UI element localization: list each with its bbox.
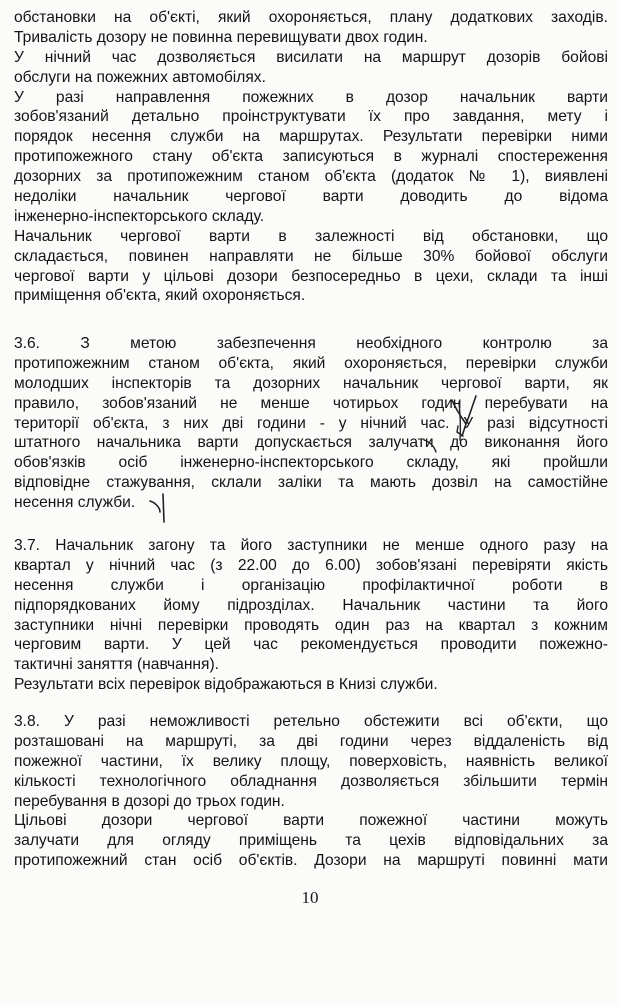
text-line: території об'єкта, з них дві години - у нічний час. У разі відсутності (14, 414, 608, 432)
text-line: відповідне стажування, склали заліки та мають дозвіл на самостійне (14, 474, 608, 492)
text-line: протипожежним станом об'єкта, який охороняється, перевірки служби (14, 354, 608, 372)
text-line: перебування в дозорі до трьох годин. (14, 792, 285, 810)
text-line: недоліки начальник чергової варти доводить до відома (14, 188, 608, 206)
text-line: кількості технологічного обладнання дозволяється збільшити термін (14, 772, 608, 790)
text-line: У разі направлення пожежних в дозор начальник варти (14, 88, 608, 106)
text-line: обов'язків осіб інженерно-інспекторського складу, які пройшли (14, 454, 608, 472)
text-line: зобов'язаний детально проінструктувати їх про завдання, мету і (14, 108, 608, 126)
text-line: підпорядкованих йому підрозділах. Начальник частини та його (14, 596, 608, 614)
text-line: Цільові дозори чергової варти пожежної частини можуть (14, 812, 608, 830)
text-line: черговим варти. У цей час рекомендується проводити пожежно- (14, 636, 608, 654)
text-line: несення служби. (14, 494, 136, 512)
text-line: обстановки на об'єкті, який охороняється, плану додаткових заходів. (14, 9, 608, 26)
text-line: чергової варти у цільові дозори безпосередньо в цехи, склади та інші (14, 267, 608, 285)
section-3-6 (14, 334, 608, 513)
text-line: У нічний час дозволяється висилати на маршрут дозорів бойові (14, 48, 608, 66)
text-line: несення служби і організацію профілактичної роботи в (14, 576, 608, 594)
text-line: порядок несення служби на маршрутах. Результати перевірки ними (14, 128, 608, 146)
text-line: 3.8. У разі неможливості ретельно обстежити всі об'єкти, що (14, 713, 608, 730)
text-line: тактичні заняття (навчання). (14, 656, 220, 674)
text-line: Результати всіх перевірок відображаються в Книзі служби. (14, 676, 438, 694)
text-line: протипожежний стан осіб об'єктів. Дозори на маршруті повинні мати (14, 852, 608, 870)
text-line: квартал у нічний час (з 22.00 до 6.00) зобов'язані перевіряти якість (14, 556, 608, 574)
text-line: залучати для огляду приміщень та цехів відповідальних за (14, 832, 608, 850)
text-line: пожежної частини, їх велику площу, поверховість, наявність великої (14, 752, 608, 770)
text-line: складається, повинен направляти не більше 30% бойової обслуги (14, 247, 608, 265)
text-line: інженерно-інспекторського складу. (14, 207, 265, 225)
text-line: штатного начальника варти допускається залучати до виконання його (14, 434, 608, 452)
text-line: 3.7. Начальник загону та його заступники не менше одного разу на (14, 537, 608, 554)
text-line: молодших інспекторів та дозорних начальник чергової варти, як (14, 374, 608, 392)
page-number: 10 (301, 888, 319, 907)
text-line: правило, зобов'язаний не менше чотирьох годин перебувати на (14, 394, 608, 412)
text-line: Тривалість дозору не повинна перевищувати двох годин. (14, 28, 428, 46)
text-line: дозорних за протипожежним станом об'єкта (додаток № 1), виявлені (14, 168, 608, 186)
intro-paragraphs (14, 8, 608, 306)
text-line: приміщення об'єкта, який охороняється. (14, 287, 306, 305)
text-line: протипожежного стану об'єкта записуються в журналі спостереження (14, 148, 608, 166)
text-line: обслуги на пожежних автомобілях. (14, 68, 266, 86)
text-line: розташовані на маршруті, за дві години через віддаленість від (14, 732, 608, 750)
section-3-8 (14, 712, 608, 871)
text-line: Начальник чергової варти в залежності від обстановки, що (14, 227, 608, 245)
text-line: заступники нічні перевірки проводять один раз на квартал з кожним (14, 616, 608, 634)
section-3-7 (14, 536, 608, 695)
text-line: 3.6. З метою забезпечення необхідного контролю за (14, 335, 608, 352)
